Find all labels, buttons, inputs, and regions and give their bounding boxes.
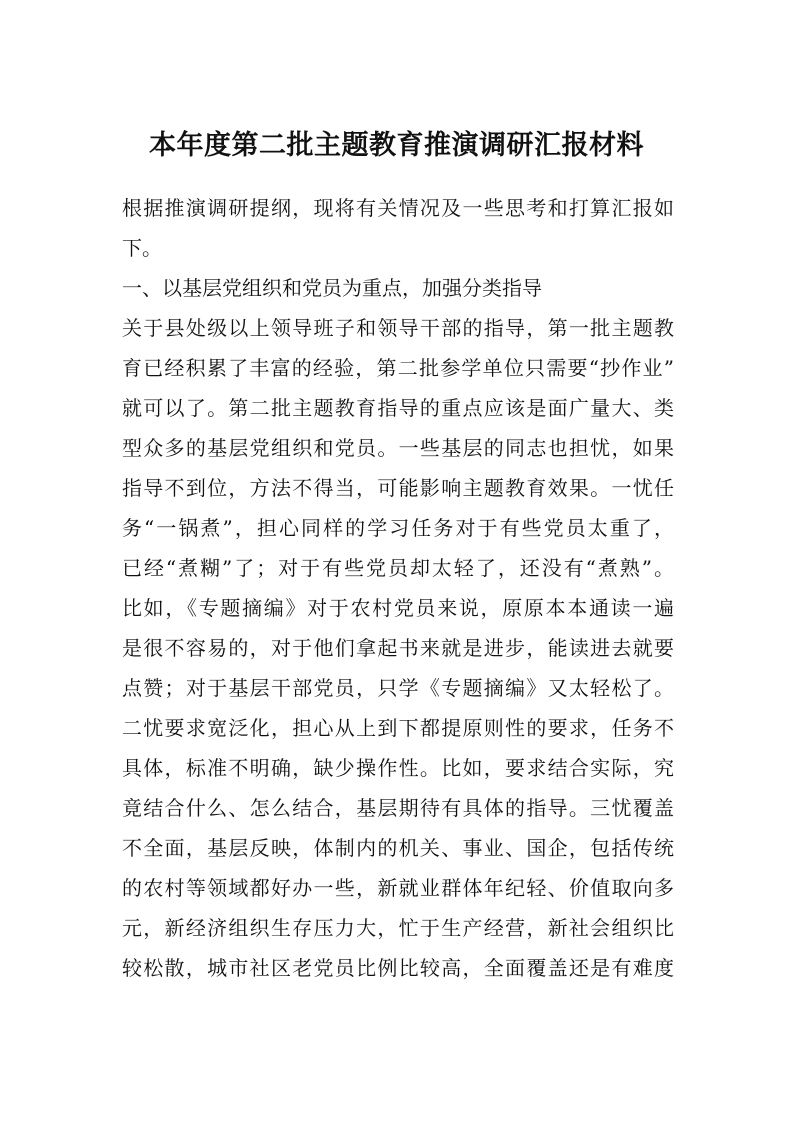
body-line: 根据推演调研提纲，现将有关情况及一些思考和打算汇报如 xyxy=(122,196,674,220)
body-line: 较松散，城市社区老党员比例比较高，全面覆盖还是有难度 xyxy=(122,956,674,980)
body-line: 育已经积累了丰富的经验，第二批参学单位只需要“抄作业” xyxy=(122,356,674,380)
body-line: 下。 xyxy=(122,236,162,260)
body-line: 具体，标准不明确，缺少操作性。比如，要求结合实际，究 xyxy=(122,756,674,780)
body-line: 指导不到位，方法不得当，可能影响主题教育效果。一忧任 xyxy=(122,476,674,500)
body-line: 务“一锅煮”，担心同样的学习任务对于有些党员太重了， xyxy=(122,516,674,540)
body-line: 竟结合什么、怎么结合，基层期待有具体的指导。三忧覆盖 xyxy=(122,796,674,820)
body-line: 型众多的基层党组织和党员。一些基层的同志也担忧，如果 xyxy=(122,436,674,460)
document-title: 本年度第二批主题教育推演调研汇报材料 xyxy=(149,130,644,161)
body-line: 的农村等领域都好办一些，新就业群体年纪轻、价值取向多 xyxy=(122,876,674,900)
body-line: 元，新经济组织生存压力大，忙于生产经营，新社会组织比 xyxy=(122,916,674,940)
body-line: 就可以了。第二批主题教育指导的重点应该是面广量大、类 xyxy=(122,396,674,420)
body-line: 是很不容易的，对于他们拿起书来就是进步，能读进去就要 xyxy=(122,636,674,660)
section-heading: 一、以基层党组织和党员为重点，加强分类指导 xyxy=(122,276,542,300)
body-line: 比如，《专题摘编》对于农村党员来说，原原本本通读一遍 xyxy=(122,596,674,620)
body-line: 关于县处级以上领导班子和领导干部的指导，第一批主题教 xyxy=(122,316,674,340)
body-line: 已经“煮糊”了；对于有些党员却太轻了，还没有“煮熟”。 xyxy=(122,556,674,580)
body-line: 不全面，基层反映，体制内的机关、事业、国企，包括传统 xyxy=(122,836,674,860)
body-line: 二忧要求宽泛化，担心从上到下都提原则性的要求，任务不 xyxy=(122,716,674,740)
document-body xyxy=(122,188,674,988)
body-line: 点赞；对于基层干部党员，只学《专题摘编》又太轻松了。 xyxy=(122,676,674,700)
